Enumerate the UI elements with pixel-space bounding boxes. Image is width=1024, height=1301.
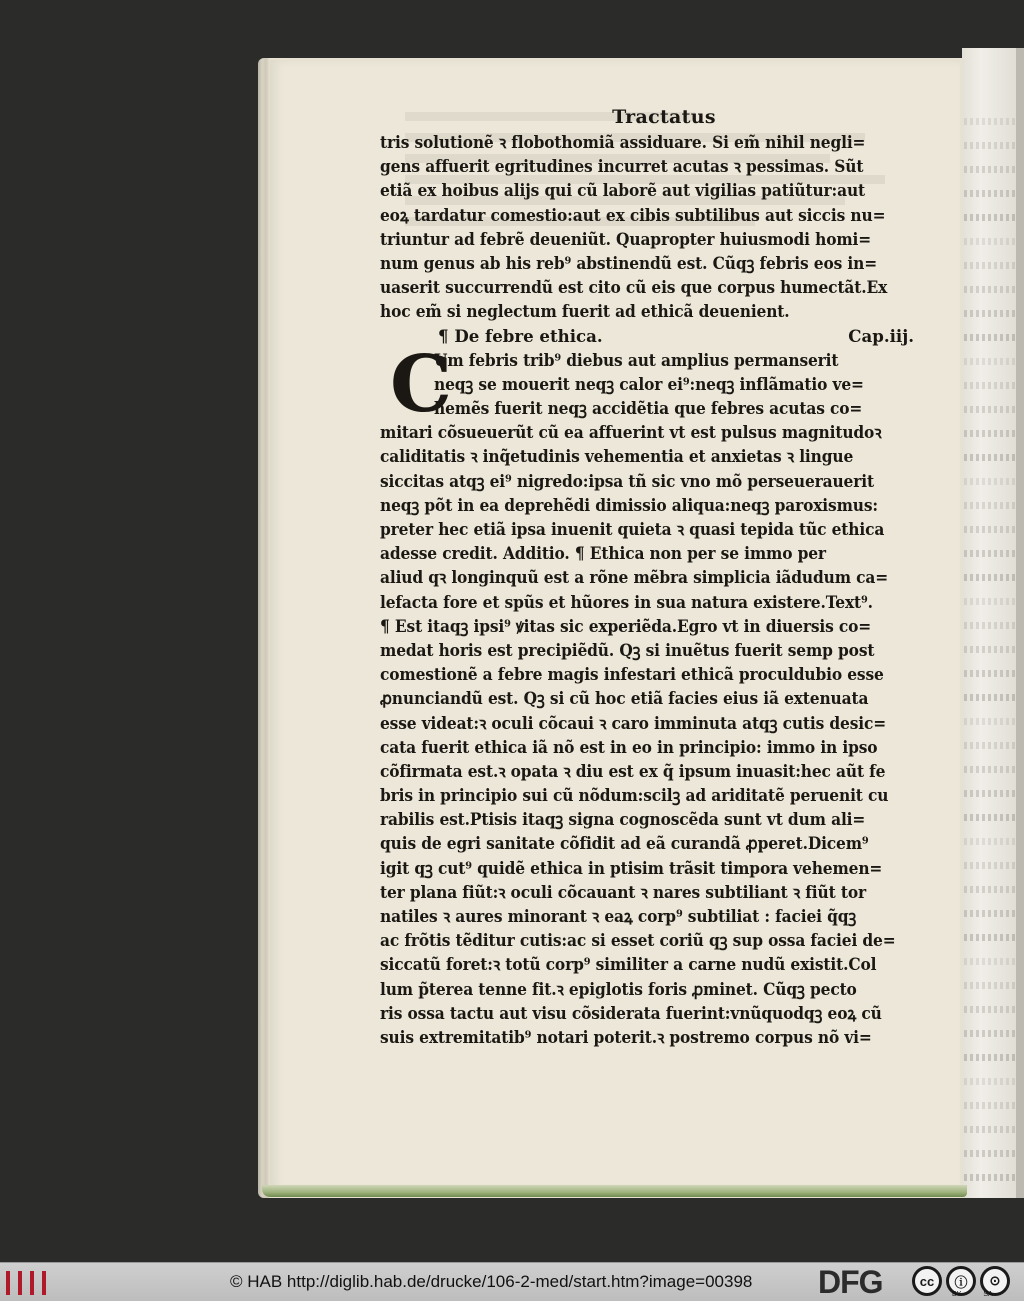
cc-labels bbox=[952, 1291, 993, 1298]
text-line: quis de egri sanitate cõfidit ad eã curandã ꝓperet.Dicem⁹ bbox=[380, 833, 869, 854]
facing-page-bleed bbox=[964, 142, 1024, 149]
facing-page-bleed bbox=[964, 1054, 1024, 1061]
facing-page-bleed bbox=[964, 598, 1024, 605]
footer-bar bbox=[0, 1262, 1024, 1301]
facing-page-bleed bbox=[964, 310, 1024, 317]
facing-page-bleed bbox=[964, 910, 1024, 917]
text-line: cata fuerit ethica iã nõ est in eo in principio: immo in ipso bbox=[380, 736, 878, 757]
text-line: eoꝝ tardatur comestio:aut ex cibis subtilibus aut siccis nu= bbox=[380, 204, 886, 225]
hab-logo-icon[interactable] bbox=[6, 1271, 46, 1295]
sa-icon: ⊙ bbox=[980, 1266, 1010, 1296]
text-line: hemẽs fuerit neqꝫ accidẽtia que febres acutas co= bbox=[434, 398, 863, 419]
text-line: etiã ex hoibus alijs qui cũ laborẽ aut vigilias patiũtur:aut bbox=[380, 180, 866, 201]
facing-page-bleed bbox=[964, 1030, 1024, 1037]
facing-page-bleed bbox=[964, 622, 1024, 629]
facing-page-bleed bbox=[964, 1174, 1024, 1181]
text-line: ac frõtis tẽditur cutis:ac si esset coriũ qꝫ sup ossa faciei de= bbox=[380, 930, 896, 951]
facing-page-bleed bbox=[964, 334, 1024, 341]
facing-page-bleed bbox=[964, 766, 1024, 773]
binding-edge bbox=[1016, 48, 1024, 1198]
text-line: tris solutionẽ ꝛ flobothomiã assiduare. Si em̃ nihil negli= bbox=[380, 132, 866, 152]
facing-page-bleed bbox=[964, 262, 1024, 269]
paragraph-body bbox=[380, 420, 968, 1049]
facing-page-bleed bbox=[964, 1078, 1024, 1085]
by-icon: ⓘ bbox=[946, 1266, 976, 1296]
facing-page-bleed bbox=[964, 1006, 1024, 1013]
facing-page bbox=[962, 48, 1024, 1198]
copyright-link[interactable]: © HAB http://diglib.hab.de/drucke/106-2-med/start.htm?image=00398 bbox=[230, 1272, 753, 1291]
decorated-initial: C bbox=[390, 338, 453, 430]
chapter-heading-line bbox=[380, 324, 968, 348]
facing-page-bleed bbox=[964, 430, 1024, 437]
text-line: ter plana fiũt:ꝛ oculi cõcauant ꝛ nares subtiliant ꝛ fiũt tor bbox=[380, 881, 866, 902]
dfg-logo[interactable]: DFG bbox=[818, 1264, 883, 1300]
facing-page-bleed bbox=[964, 406, 1024, 413]
text-line: gens affuerit egritudines incurret acutas ꝛ pessimas. Sũt bbox=[380, 156, 864, 177]
facing-page-bleed bbox=[964, 862, 1024, 869]
text-line: medat horis est precipiẽdũ. Qꝫ si inuẽtus fuerit semp post bbox=[380, 639, 875, 660]
text-block bbox=[380, 104, 968, 1049]
paragraph-top bbox=[380, 130, 968, 324]
facing-page-bleed bbox=[964, 526, 1024, 533]
text-line: esse videat:ꝛ oculi cõcaui ꝛ caro imminuta atqꝫ cutis desic= bbox=[380, 712, 887, 733]
cc-icon: cc bbox=[912, 1266, 942, 1296]
initial-lines bbox=[380, 338, 968, 430]
running-head: Tractatus bbox=[612, 106, 716, 128]
facing-page-bleed bbox=[964, 694, 1024, 701]
facing-page-bleed bbox=[964, 478, 1024, 485]
text-line: triuntur ad febrẽ deueniũt. Quapropter huiusmodi homi= bbox=[380, 228, 872, 249]
facing-page-bleed bbox=[964, 118, 1024, 125]
facing-page-bleed bbox=[964, 166, 1024, 173]
facing-page-bleed bbox=[964, 238, 1024, 245]
facing-page-bleed bbox=[964, 454, 1024, 461]
text-line: lefacta fore et spũs et hũores in sua natura existere.Text⁹. bbox=[380, 591, 873, 612]
text-line: igit qꝫ cut⁹ quidẽ ethica in ptisim trãsit timpora vehemen= bbox=[380, 857, 883, 878]
text-line: mitari cõsueuerũt cũ ea affuerint vt est pulsus magnitudoꝛ bbox=[380, 422, 882, 443]
chapter-number: Cap.iij. bbox=[848, 325, 914, 346]
text-line: siccatũ foret:ꝛ totũ corp⁹ similiter a carne nudũ existit.Col bbox=[380, 954, 877, 975]
facing-page-bleed bbox=[964, 838, 1024, 845]
facing-page-bleed bbox=[964, 382, 1024, 389]
facing-page-bleed bbox=[964, 1150, 1024, 1157]
page-bottom-edge bbox=[262, 1185, 967, 1197]
facing-page-bleed bbox=[964, 1102, 1024, 1109]
facing-page-bleed bbox=[964, 214, 1024, 221]
facing-page-bleed bbox=[964, 934, 1024, 941]
facing-page-bleed bbox=[964, 814, 1024, 821]
text-line: bris in principio sui cũ nõdum:scilꝫ ad ariditatẽ peruenit cu bbox=[380, 785, 889, 806]
facing-page-bleed bbox=[964, 1126, 1024, 1133]
facing-page-bleed bbox=[964, 190, 1024, 197]
facing-page-bleed bbox=[964, 742, 1024, 749]
text-line: suis extremitatib⁹ notari poterit.ꝛ postremo corpus nõ vi= bbox=[380, 1026, 872, 1047]
text-line: rabilis est.Ptisis itaqꝫ signa cognoscẽda sunt vt dum ali= bbox=[380, 809, 866, 830]
facing-page-bleed bbox=[964, 790, 1024, 797]
facing-page-bleed bbox=[964, 286, 1024, 293]
text-line: comestionẽ a febre magis infestari ethicã proculdubio esse bbox=[380, 664, 884, 685]
text-line: ¶ Est itaqꝫ ipsi⁹ ꝟitas sic experiẽda.Egro vt in diuersis co= bbox=[380, 615, 872, 636]
facing-page-bleed bbox=[964, 502, 1024, 509]
text-line: hoc em̃ si neglectum fuerit ad ethicã deuenient. bbox=[380, 301, 790, 322]
facing-page-bleed bbox=[964, 574, 1024, 581]
chapter-heading: ¶ De febre ethica. bbox=[438, 325, 603, 346]
facing-page-bleed bbox=[964, 958, 1024, 965]
facing-page-bleed bbox=[964, 646, 1024, 653]
text-line: uaserit succurrendũ est cito cũ eis que corpus humectãt.Ex bbox=[380, 277, 888, 298]
text-line: neqꝫ se mouerit neqꝫ calor ei⁹:neqꝫ inflãmatio ve= bbox=[434, 373, 864, 394]
facing-page-bleed bbox=[964, 718, 1024, 725]
facing-page-bleed bbox=[964, 358, 1024, 365]
facing-page-bleed bbox=[964, 982, 1024, 989]
text-line: natiles ꝛ aures minorant ꝛ eaꝝ corp⁹ subtiliat : faciei q̃qꝫ bbox=[380, 906, 857, 926]
text-line: cõfirmata est.ꝛ opata ꝛ diu est ex q̃ ipsum inuasit:hec aũt fe bbox=[380, 760, 886, 781]
text-line: lum p̃terea tenne fit.ꝛ epiglotis foris ꝓminet. Cũqꝫ pecto bbox=[380, 978, 857, 999]
text-line: siccitas atqꝫ ei⁹ nigredo:ipsa tñ sic vno mõ perseuerauerit bbox=[380, 470, 874, 491]
cc-label-sa: SA bbox=[983, 1291, 993, 1298]
text-line: neqꝫ põt in ea deprehẽdi dimissio aliqua:neqꝫ paroxismus: bbox=[380, 494, 878, 515]
text-line: caliditatis ꝛ inq̃etudinis vehementia et anxietas ꝛ lingue bbox=[380, 446, 854, 467]
text-line: preter hec etiã ipsa inuenit quieta ꝛ quasi tepida tũc ethica bbox=[380, 519, 885, 539]
text-line: aliud qꝛ longinquũ est a rõne mẽbra simplicia iãdudum ca= bbox=[380, 567, 889, 588]
text-line: ꝓnunciandũ est. Qꝫ si cũ hoc etiã facies eius iã extenuata bbox=[380, 688, 869, 709]
text-line: num genus ab his reb⁹ abstinendũ est. Cũqꝫ febris eos in= bbox=[380, 252, 878, 273]
text-line: ris ossa tactu aut visu cõsiderata fuerint:vnũquodqꝫ eoꝝ cũ bbox=[380, 1002, 882, 1023]
facing-page-bleed bbox=[964, 670, 1024, 677]
facing-page-bleed bbox=[964, 886, 1024, 893]
cc-label-by: BY bbox=[952, 1291, 962, 1298]
facing-page-bleed bbox=[964, 550, 1024, 557]
text-line: Um febris trib⁹ diebus aut amplius permanserit bbox=[434, 349, 839, 370]
chapter-paragraph bbox=[380, 338, 968, 1049]
text-line: adesse credit. Additio. ¶ Ethica non per se immo per bbox=[380, 543, 826, 564]
